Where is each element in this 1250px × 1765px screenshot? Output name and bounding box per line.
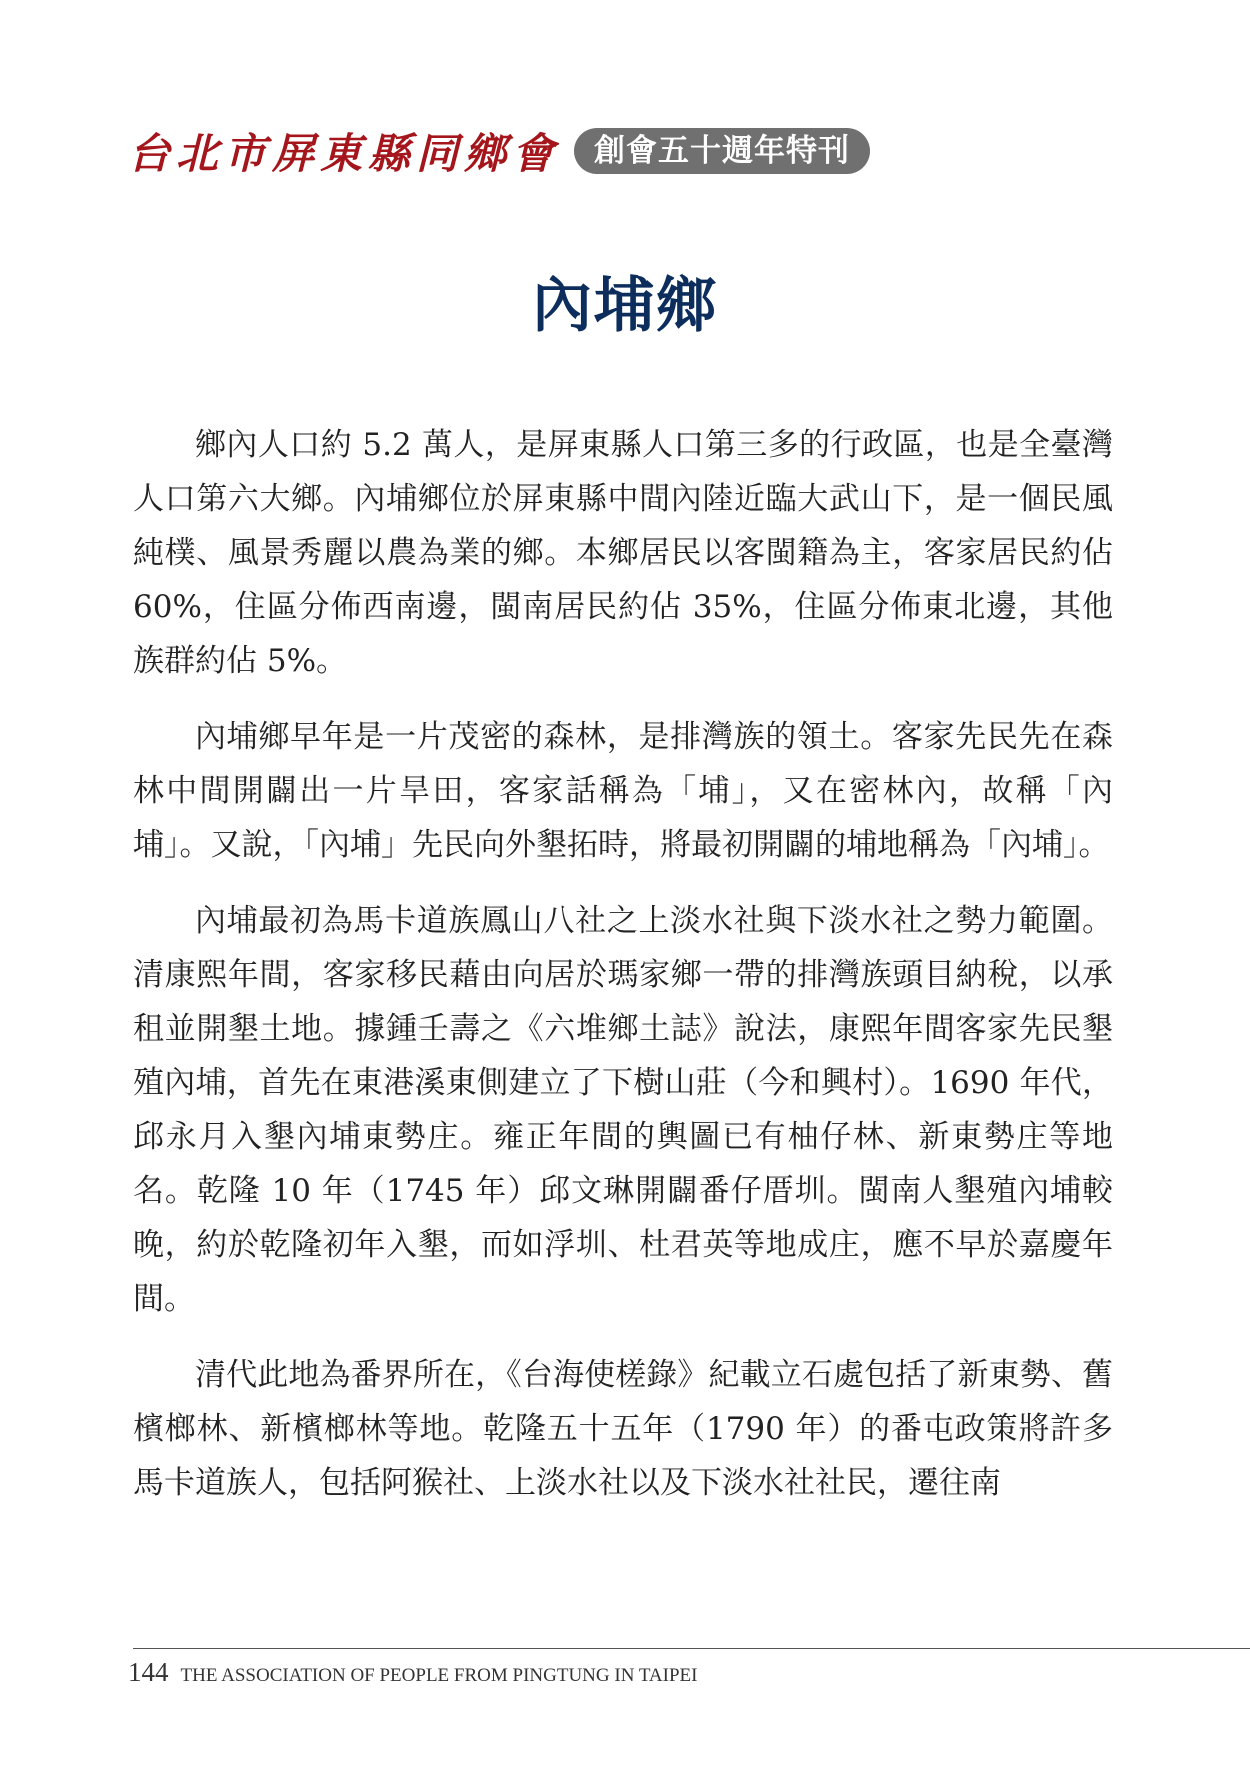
association-name: 台北市屏東縣同鄉會 (128, 129, 561, 178)
paragraph: 內埔鄉早年是一片茂密的森林，是排灣族的領土。客家先民先在森林中間開闢出一片旱田，客家話稱為「埔」，又在密林內，故稱「內埔」。又說，「內埔」先民向外墾拓時，將最初開闢的埔地稱為「內埔」。 (133, 719, 1113, 863)
paragraph: 鄉內人口約 5.2 萬人，是屏東縣人口第三多的行政區，也是全臺灣人口第六大鄉。內埔鄉位於屏東縣中間內陸近臨大武山下，是一個民風純樸、風景秀麗以農為業的鄉。本鄉居民以客閩籍為主，客家居民約佔 60%，住區分佈西南邊，閩南居民約佔 35%，住區分佈東北邊，其他族群約佔 5%。 (133, 427, 1113, 679)
paragraph: 內埔最初為馬卡道族鳳山八社之上淡水社與下淡水社之勢力範圍。清康熙年間，客家移民藉由向居於瑪家鄉一帶的排灣族頭目納稅，以承租並開墾土地。據鍾壬壽之《六堆鄉土誌》說法，康熙年間客家先民墾殖內埔，首先在東港溪東側建立了下樹山莊（今和興村）。1690 年代，邱永月入墾內埔東勢庄。雍正年間的輿圖已有柚仔林、新東勢庄等地名。乾隆 10 年（1745 年）邱文琳開闢番仔厝圳。閩南人墾殖內埔較晚，約於乾隆初年入墾，而如浮圳、杜君英等地成庄，應不早於嘉慶年間。 (133, 903, 1113, 1317)
article-body (133, 418, 1113, 1532)
page-number: 144 (128, 1657, 169, 1687)
page-header (128, 122, 870, 180)
special-issue-badge: 創會五十週年特刊 (574, 128, 870, 174)
publication-name: THE ASSOCIATION OF PEOPLE FROM PINGTUNG IN TAIPEI (180, 1665, 698, 1686)
page-footer (128, 1657, 697, 1688)
paragraph: 清代此地為番界所在，《台海使槎錄》紀載立石處包括了新東勢、舊檳榔林、新檳榔林等地。乾隆五十五年（1790 年）的番屯政策將許多馬卡道族人，包括阿猴社、上淡水社以及下淡水社社民，遷往南 (133, 1357, 1113, 1501)
footer-divider (133, 1648, 1250, 1649)
page-title: 內埔鄉 (532, 271, 718, 341)
